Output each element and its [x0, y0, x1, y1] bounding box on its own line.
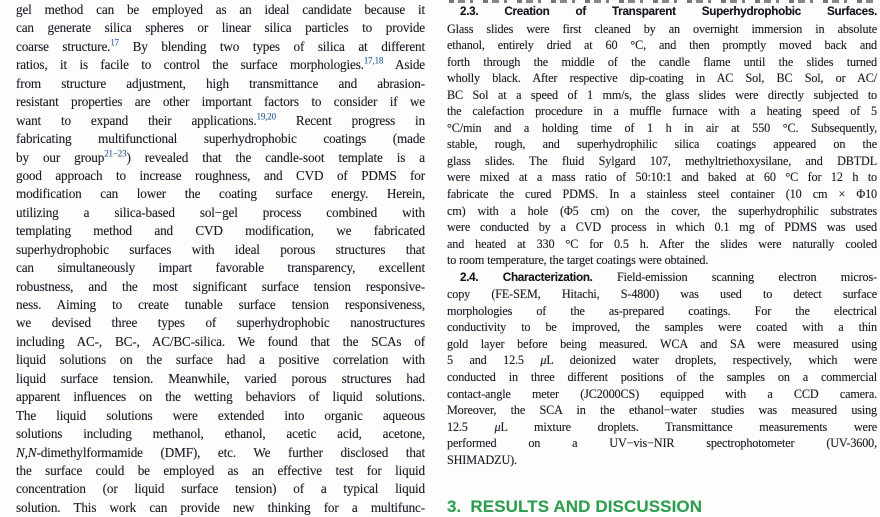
- text-line: [447, 286, 877, 303]
- body-text: and heated at 330 °C for 0.5 h. After the slides were naturally cooled: [447, 236, 877, 251]
- text-line: [447, 369, 877, 386]
- text-line: [447, 236, 877, 253]
- body-text: ness. Aiming to create tunable surface tension responsiveness,: [16, 297, 425, 312]
- body-text: we devised three types of superhydrophobic nanostructures: [16, 315, 425, 331]
- body-text: conducted in three different positions of the samples on a commercial: [447, 370, 877, 385]
- text-line: [16, 19, 425, 37]
- text-line: [16, 56, 425, 74]
- text-line: [16, 241, 425, 259]
- body-text: coarse structure.: [16, 38, 111, 54]
- body-text: The liquid solutions were extended into organic aqueous: [16, 407, 425, 423]
- text-line: [16, 149, 425, 167]
- body-text: Aside: [383, 57, 425, 73]
- subsection-heading-text: 2.4. Characterization.: [460, 270, 593, 284]
- body-text: By blending two types of silica at different: [119, 38, 425, 54]
- body-text: N,N: [16, 444, 37, 460]
- body-text: L mixture droplets. Transmittance measurements were: [500, 419, 877, 434]
- body-text: μ: [540, 353, 547, 368]
- text-line: [16, 167, 425, 185]
- text-line: [16, 130, 425, 148]
- reference-citation-link[interactable]: 17,18: [363, 55, 384, 66]
- text-line: [16, 333, 425, 351]
- body-text: stable, rough, and superhydrophilic silica coatings appeared on the: [447, 137, 877, 152]
- body-text: L deionized water droplets, respectively, which were: [546, 353, 877, 368]
- text-line: [16, 222, 425, 240]
- text-line: [447, 169, 877, 186]
- body-text: templating method and CVD modification, we fabricated: [16, 223, 425, 239]
- text-line: [16, 499, 425, 517]
- text-line: [16, 185, 425, 203]
- body-text: apparent influences on the wetting behaviors of liquid solutions.: [16, 389, 425, 405]
- body-text: superhydrophobic surfaces with ideal porous structures that: [16, 241, 425, 257]
- body-text: BC Sol at a speed of 1 mm/s, the glass slides were directly subjected to: [447, 87, 877, 102]
- section-heading-label: RESULTS AND DISCUSSION: [470, 497, 703, 517]
- body-text: 12.5: [447, 419, 495, 434]
- body-text: ratios, it is facile to control the surface morphologies.: [16, 57, 364, 73]
- text-line: [447, 120, 877, 137]
- text-line: [16, 204, 425, 222]
- text-line: [16, 112, 425, 130]
- text-line: [16, 370, 425, 388]
- text-line: [447, 203, 877, 220]
- text-line: [447, 70, 877, 87]
- body-text: gel method can be employed as an ideal candidate because it: [16, 2, 425, 17]
- body-text: were mixed at a mass ratio of 50:10:1 and baked at 60 °C for 12 h to: [447, 170, 877, 185]
- text-line: [16, 278, 425, 296]
- body-text: °C/min and a holding time of 1 h in air at 550 °C. Subsequently,: [447, 120, 877, 135]
- body-text: solutions including methanol, ethanol, acetic acid, acetone,: [16, 426, 425, 442]
- text-line: [447, 452, 877, 469]
- body-text: can generate silica spheres or linear silica particles to provide: [16, 20, 425, 36]
- body-text: cm) with a hole (Φ5 cm) on the cover, the superhydrophilic substrates: [447, 203, 877, 218]
- text-line: [447, 186, 877, 203]
- body-text: SHIMADZU).: [447, 452, 517, 467]
- body-text: μ: [494, 419, 501, 434]
- body-text: Recent progress in: [275, 112, 425, 128]
- body-text: good approach to increase roughness, and CVD of PDMS for: [16, 167, 425, 183]
- body-text: want to expand their applications.: [16, 112, 257, 128]
- text-line: [16, 351, 425, 369]
- body-text: liquid surface tension. Meanwhile, varied porous structures had: [16, 370, 425, 386]
- section-heading-number: 3.: [447, 497, 462, 517]
- body-text: the surface could be employed as an effective test for liquid: [16, 462, 425, 478]
- text-line: [447, 37, 877, 54]
- body-text: ethanol, entirely dried at 60 °C, and then promptly moved back and: [447, 38, 877, 53]
- body-text: wholly black. After respective dip-coating in AC Sol, BC Sol, or AC/: [447, 71, 877, 86]
- body-text: solution. This work can provide new thinking for a multifunc-: [16, 499, 425, 515]
- text-line: [447, 219, 877, 236]
- body-text: conductivity to be improved, the samples were coated with a thin: [447, 320, 877, 335]
- body-text: Glass slides were first cleaned by an overnight immersion in absolute: [447, 21, 877, 36]
- text-line: [16, 407, 425, 425]
- text-line: [16, 259, 425, 277]
- text-line: [447, 54, 877, 71]
- text-line: [16, 388, 425, 406]
- right-text-column: [447, 0, 877, 517]
- body-text: gold layer before being measured. WCA and SA were measured using: [447, 336, 877, 351]
- text-line: [447, 252, 877, 269]
- section-heading: [447, 497, 877, 517]
- left-text-column: [16, 0, 425, 517]
- text-line: [447, 303, 877, 320]
- text-line: [447, 153, 877, 170]
- body-text: resistant properties are other important factors to consider if we: [16, 94, 425, 110]
- text-line: [16, 462, 425, 480]
- text-line: [447, 352, 877, 369]
- body-text: can simultaneously impart favorable transparency, excellent: [16, 260, 425, 276]
- text-line: [447, 87, 877, 104]
- text-line: [447, 269, 877, 287]
- body-text: robustness, and the most significant surface tension responsive-: [16, 278, 425, 294]
- text-line: [447, 103, 877, 120]
- body-text: including AC-, BC-, AC/BC-silica. We found that the SCAs of: [16, 333, 425, 349]
- body-text: modification can lower the coating surface energy. Herein,: [16, 186, 425, 202]
- subsection-heading-text: 2.3. Creation of Transparent Superhydrophobic Surfaces.: [460, 5, 877, 18]
- text-line: [447, 3, 877, 21]
- body-text: contact-angle meter (JC2000CS) equipped with a CCD camera.: [447, 386, 877, 401]
- body-text: Moreover, the SCA in the ethanol−water studies was measured using: [447, 403, 877, 418]
- text-line: [447, 21, 877, 38]
- text-line: [16, 480, 425, 498]
- text-line: [16, 75, 425, 93]
- body-text: utilizing a silica-based sol−gel process combined with: [16, 204, 425, 220]
- body-text: liquid solutions on the surface had a positive correlation with: [16, 352, 425, 368]
- body-text: fabricate the cured PDMS. In a stainless steel container (10 cm × Φ10: [447, 187, 877, 202]
- reference-citation-link[interactable]: 17: [110, 37, 119, 48]
- body-text: morphologies of the as-prepared coatings. For the electrical: [447, 303, 877, 318]
- text-line: [447, 336, 877, 353]
- text-line: [447, 435, 877, 452]
- text-line: [16, 93, 425, 111]
- text-line: [447, 136, 877, 153]
- body-text: concentration (or liquid surface tension) of a typical liquid: [16, 481, 425, 497]
- text-line: [447, 319, 877, 336]
- body-text: by our group: [16, 149, 105, 165]
- text-line: [16, 425, 425, 443]
- body-text: to room temperature, the target coatings were obtained.: [447, 253, 709, 268]
- body-text: performed on a UV−vis−NIR spectrophotometer (UV-3600,: [447, 436, 877, 451]
- text-line: [447, 386, 877, 403]
- body-text: -dimethylformamide (DMF), etc. We further disclosed that: [36, 444, 425, 460]
- text-line: [16, 444, 425, 462]
- body-text: from structure adjustment, high transmittance and abrasion-: [16, 75, 425, 91]
- text-line: [447, 419, 877, 436]
- text-line: [447, 402, 877, 419]
- reference-citation-link[interactable]: 21−23: [104, 148, 127, 159]
- body-text: were conducted by a CVD process in which 0.1 mg of PDMS was used: [447, 220, 877, 235]
- body-text: Field-emission scanning electron micros-: [592, 269, 877, 284]
- body-text: 5 and 12.5: [447, 353, 541, 368]
- body-text: copy (FE-SEM, Hitachi, S-4800) was used to detect surface: [447, 287, 877, 302]
- body-text: the calefaction procedure in a muffle furnace with a heating speed of 5: [447, 104, 877, 119]
- text-line: [16, 38, 425, 56]
- body-text: ) revealed that the candle-soot template is a: [126, 149, 426, 165]
- body-text: forth through the middle of the candle flame until the slides turned: [447, 54, 877, 69]
- right-column-body: [447, 3, 877, 468]
- text-line: [16, 314, 425, 332]
- reference-citation-link[interactable]: 19,20: [256, 111, 276, 122]
- text-line: [16, 1, 425, 19]
- body-text: glass slides. The fluid Sylgard 107, methyltriethoxysilane, and DBTDL: [447, 153, 877, 168]
- text-line: [16, 296, 425, 314]
- body-text: fabricating multifunctional superhydrophobic coatings (made: [16, 131, 425, 147]
